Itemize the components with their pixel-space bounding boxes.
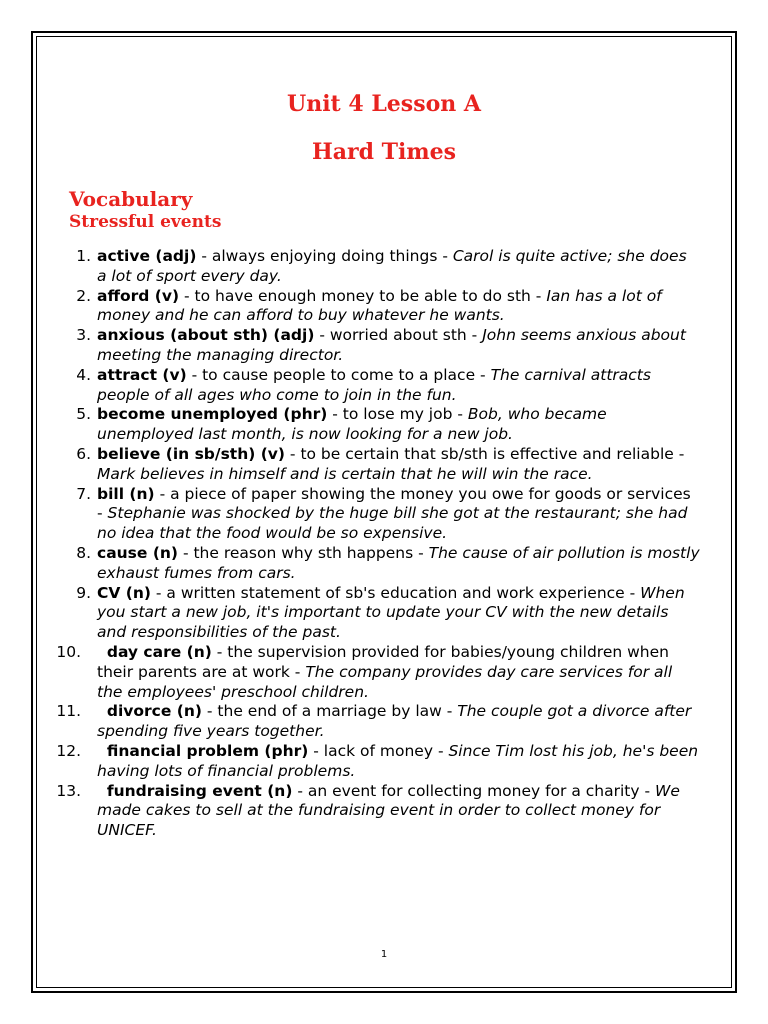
vocab-term: financial problem (phr) xyxy=(106,741,309,760)
item-number: 7. xyxy=(76,484,91,503)
vocab-definition: - worried about sth - xyxy=(314,326,483,345)
vocab-term: cause (n) xyxy=(97,543,179,562)
item-number: 13. xyxy=(56,781,81,800)
item-number: 9. xyxy=(76,583,91,602)
list-item xyxy=(0,702,700,742)
item-number: 2. xyxy=(76,286,91,305)
vocab-example: The carnival attracts people of all ages who come to join in the fun. xyxy=(97,365,651,404)
vocab-example: The cause of air pollution is mostly exhaust fumes from cars. xyxy=(97,543,700,582)
vocab-definition: - always enjoying doing things - xyxy=(196,247,453,265)
vocab-definition: - to be certain that sb/sth is effective and reliable - xyxy=(285,444,685,463)
vocab-example: John seems anxious about meeting the managing director. xyxy=(97,326,686,364)
item-number: 1. xyxy=(76,247,91,265)
vocab-term: believe (in sb/sth) (v) xyxy=(97,444,285,463)
item-number: 11. xyxy=(56,702,81,721)
vocab-example: Stephanie was shocked by the huge bill she got at the restaurant; she had no idea that the food would be so expensive. xyxy=(97,504,688,543)
vocab-example: Mark believes in himself and is certain that he will win the race. xyxy=(97,464,593,483)
vocab-term: attract (v) xyxy=(97,365,187,384)
vocab-example: We made cakes to sell at the fundraising event in order to collect money for UNICEF. xyxy=(97,781,680,840)
vocab-example: The couple got a divorce after spending five years together. xyxy=(97,702,692,741)
vocab-term: bill (n) xyxy=(97,484,155,503)
vocab-definition: - the reason why sth happens - xyxy=(178,543,429,562)
section-title: Vocabulary xyxy=(69,187,193,211)
list-item xyxy=(0,584,700,643)
list-item xyxy=(0,445,700,485)
list-item xyxy=(0,326,700,366)
vocab-example: Since Tim lost his job, he's been having lots of financial problems. xyxy=(97,741,699,780)
item-number: 4. xyxy=(76,365,91,384)
vocab-example: Carol is quite active; she does a lot of sport every day. xyxy=(97,247,687,285)
unit-title: Unit 4 Lesson A xyxy=(287,91,481,117)
item-number: 5. xyxy=(76,405,91,424)
list-item xyxy=(0,405,700,445)
vocab-term: divorce (n) xyxy=(106,702,202,721)
vocab-example: When you start a new job, it's important to update your CV with the new details and responsibilities of the past. xyxy=(97,583,685,642)
item-number: 12. xyxy=(56,741,81,760)
list-item xyxy=(0,742,700,782)
vocab-term: day care (n) xyxy=(106,642,212,661)
vocab-definition: - to cause people to come to a place - xyxy=(186,365,491,384)
vocab-term: anxious (about sth) (adj) xyxy=(97,326,315,345)
vocab-example: The company provides day care services for all the employees' preschool children. xyxy=(97,662,673,701)
list-item xyxy=(0,485,700,544)
vocab-definition: - a written statement of sb's education and work experience - xyxy=(150,583,641,602)
vocab-definition: - to have enough money to be able to do sth - xyxy=(179,286,547,305)
item-number: 3. xyxy=(76,326,91,345)
item-number: 10. xyxy=(56,642,81,661)
vocab-definition: - an event for collecting money for a charity - xyxy=(292,781,656,800)
vocab-term: fundraising event (n) xyxy=(106,781,293,800)
vocab-definition: - to lose my job - xyxy=(327,405,468,424)
vocab-example: Ian has a lot of money and he can afford to buy whatever he wants. xyxy=(97,286,662,325)
list-item xyxy=(0,643,700,702)
list-item xyxy=(0,782,700,841)
vocabulary-list xyxy=(0,247,700,841)
lesson-title: Hard Times xyxy=(311,139,457,165)
vocab-term: afford (v) xyxy=(97,286,180,305)
vocab-definition: - lack of money - xyxy=(308,741,449,760)
section-subtitle: Stressful events xyxy=(69,212,222,232)
vocab-term: become unemployed (phr) xyxy=(97,405,328,424)
vocab-definition: - the supervision provided for babies/young children when their parents are at work - xyxy=(97,642,669,681)
list-item xyxy=(0,287,700,327)
list-item xyxy=(0,544,700,584)
list-item xyxy=(0,247,700,287)
vocab-example: Bob, who became unemployed last month, is now looking for a new job. xyxy=(97,405,607,444)
page-number: 1 xyxy=(380,949,388,960)
vocab-term: CV (n) xyxy=(97,583,151,602)
item-number: 8. xyxy=(76,543,91,562)
item-number: 6. xyxy=(76,444,91,463)
vocab-definition: - a piece of paper showing the money you owe for goods or services - xyxy=(97,484,691,523)
vocab-term: active (adj) xyxy=(97,247,197,265)
vocab-definition: - the end of a marriage by law - xyxy=(201,702,458,721)
list-item xyxy=(0,366,700,406)
